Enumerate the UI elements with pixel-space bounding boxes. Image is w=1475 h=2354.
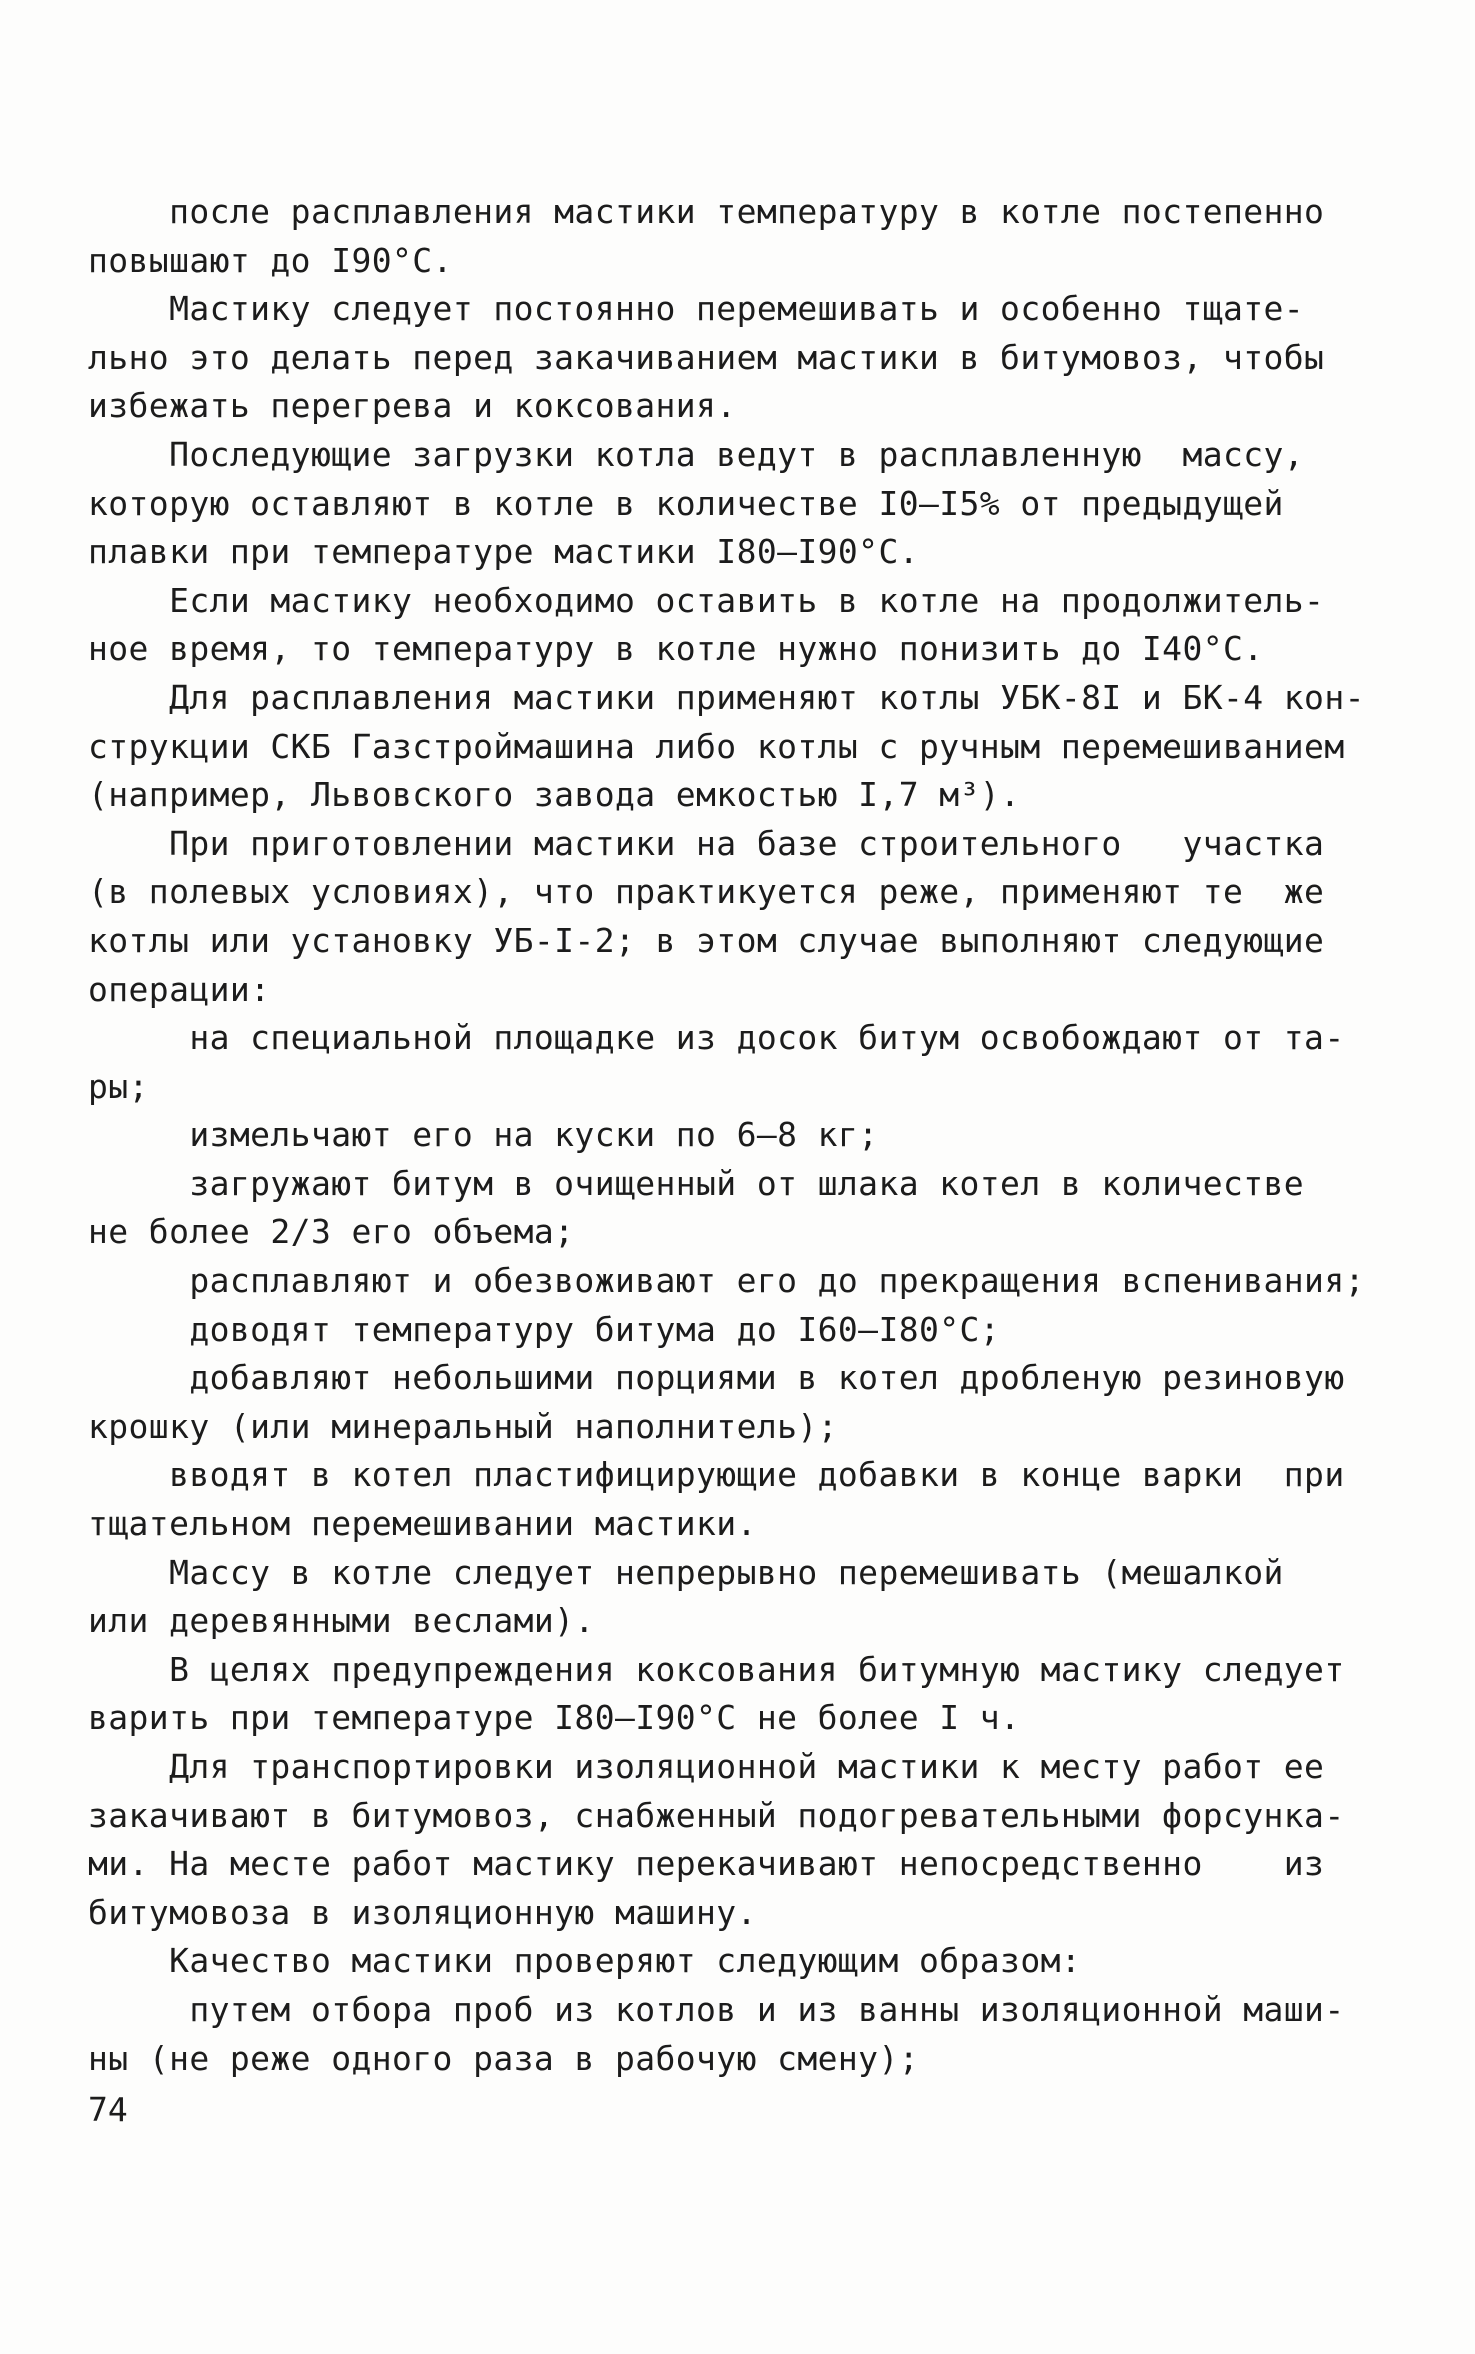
text-line: доводят температуру битума до I60–I80°С; (88, 1309, 1001, 1349)
text-line: добавляют небольшими порциями в котел дробленую резиновую (88, 1358, 1345, 1398)
text-line: льно это делать перед закачиванием мастики в битумовоз, чтобы (88, 337, 1325, 377)
text-line: котлы или установку УБ-I-2; в этом случае выполняют следующие (88, 920, 1325, 960)
text-line: Если мастику необходимо оставить в котле на продолжитель- (88, 580, 1325, 620)
text-line: не более 2/3 его объема; (88, 1212, 575, 1252)
text-line: ры; (88, 1066, 149, 1106)
text-line: расплавляют и обезвоживают его до прекращения вспенивания; (88, 1261, 1365, 1301)
text-line: ны (не реже одного раза в рабочую смену); (88, 2038, 919, 2078)
text-line: плавки при температуре мастики I80–I90°С. (88, 532, 919, 572)
text-line: тщательном перемешивании мастики. (88, 1504, 757, 1544)
text-line: закачивают в битумовоз, снабженный подогревательными форсунка- (88, 1795, 1345, 1835)
text-line: Качество мастики проверяют следующим образом: (88, 1941, 1082, 1981)
text-line: Для транспортировки изоляционной мастики к месту работ ее (88, 1747, 1325, 1786)
text-line: крошку (или минеральный наполнитель); (88, 1406, 838, 1446)
text-line: Последующие загрузки котла ведут в расплавленную массу, (88, 434, 1305, 474)
text-line: ми. На месте работ мастику перекачивают непосредственно из (88, 1844, 1325, 1884)
text-line: повышают до I90°С. (88, 240, 453, 280)
text-line: или деревянными веслами). (88, 1601, 595, 1641)
text-line: которую оставляют в котле в количестве I0–I5% от предыдущей (88, 483, 1284, 523)
text-line: измельчают его на куски по 6–8 кг; (88, 1115, 879, 1155)
text-line: вводят в котел пластифицирующие добавки в конце варки при (88, 1455, 1345, 1495)
page-number: 74 (88, 2090, 128, 2129)
text-line: Массу в котле следует непрерывно перемешивать (мешалкой (88, 1552, 1284, 1592)
text-line: (в полевых условиях), что практикуется реже, применяют те же (88, 872, 1325, 912)
text-line: путем отбора проб из котлов и из ванны изоляционной маши- (88, 1989, 1345, 2029)
text-line: после расплавления мастики температуру в котле постепенно (88, 192, 1325, 231)
text-line: (например, Львовского завода емкостью I,7 м³). (88, 775, 1021, 815)
text-line: избежать перегрева и коксования. (88, 386, 737, 426)
text-line: В целях предупреждения коксования битумную мастику следует (88, 1649, 1345, 1689)
text-line: ное время, то температуру в котле нужно понизить до I40°С. (88, 629, 1264, 669)
text-line: Мастику следует постоянно перемешивать и особенно тщате- (88, 289, 1305, 329)
text-line: загружают битум в очищенный от шлака котел в количестве (88, 1163, 1305, 1203)
text-line: варить при температуре I80–I90°С не более I ч. (88, 1698, 1021, 1738)
body-text (88, 188, 1365, 2083)
text-line: При приготовлении мастики на базе строительного участка (88, 823, 1325, 863)
text-line: струкции СКБ Газстроймашина либо котлы с ручным перемешиванием (88, 726, 1345, 766)
text-line: Для расплавления мастики применяют котлы УБК-8I и БК-4 кон- (88, 677, 1365, 717)
text-line: операции: (88, 969, 271, 1009)
text-line: на специальной площадке из досок битум освобождают от та- (88, 1018, 1345, 1058)
text-line: битумовоза в изоляционную машину. (88, 1892, 757, 1932)
